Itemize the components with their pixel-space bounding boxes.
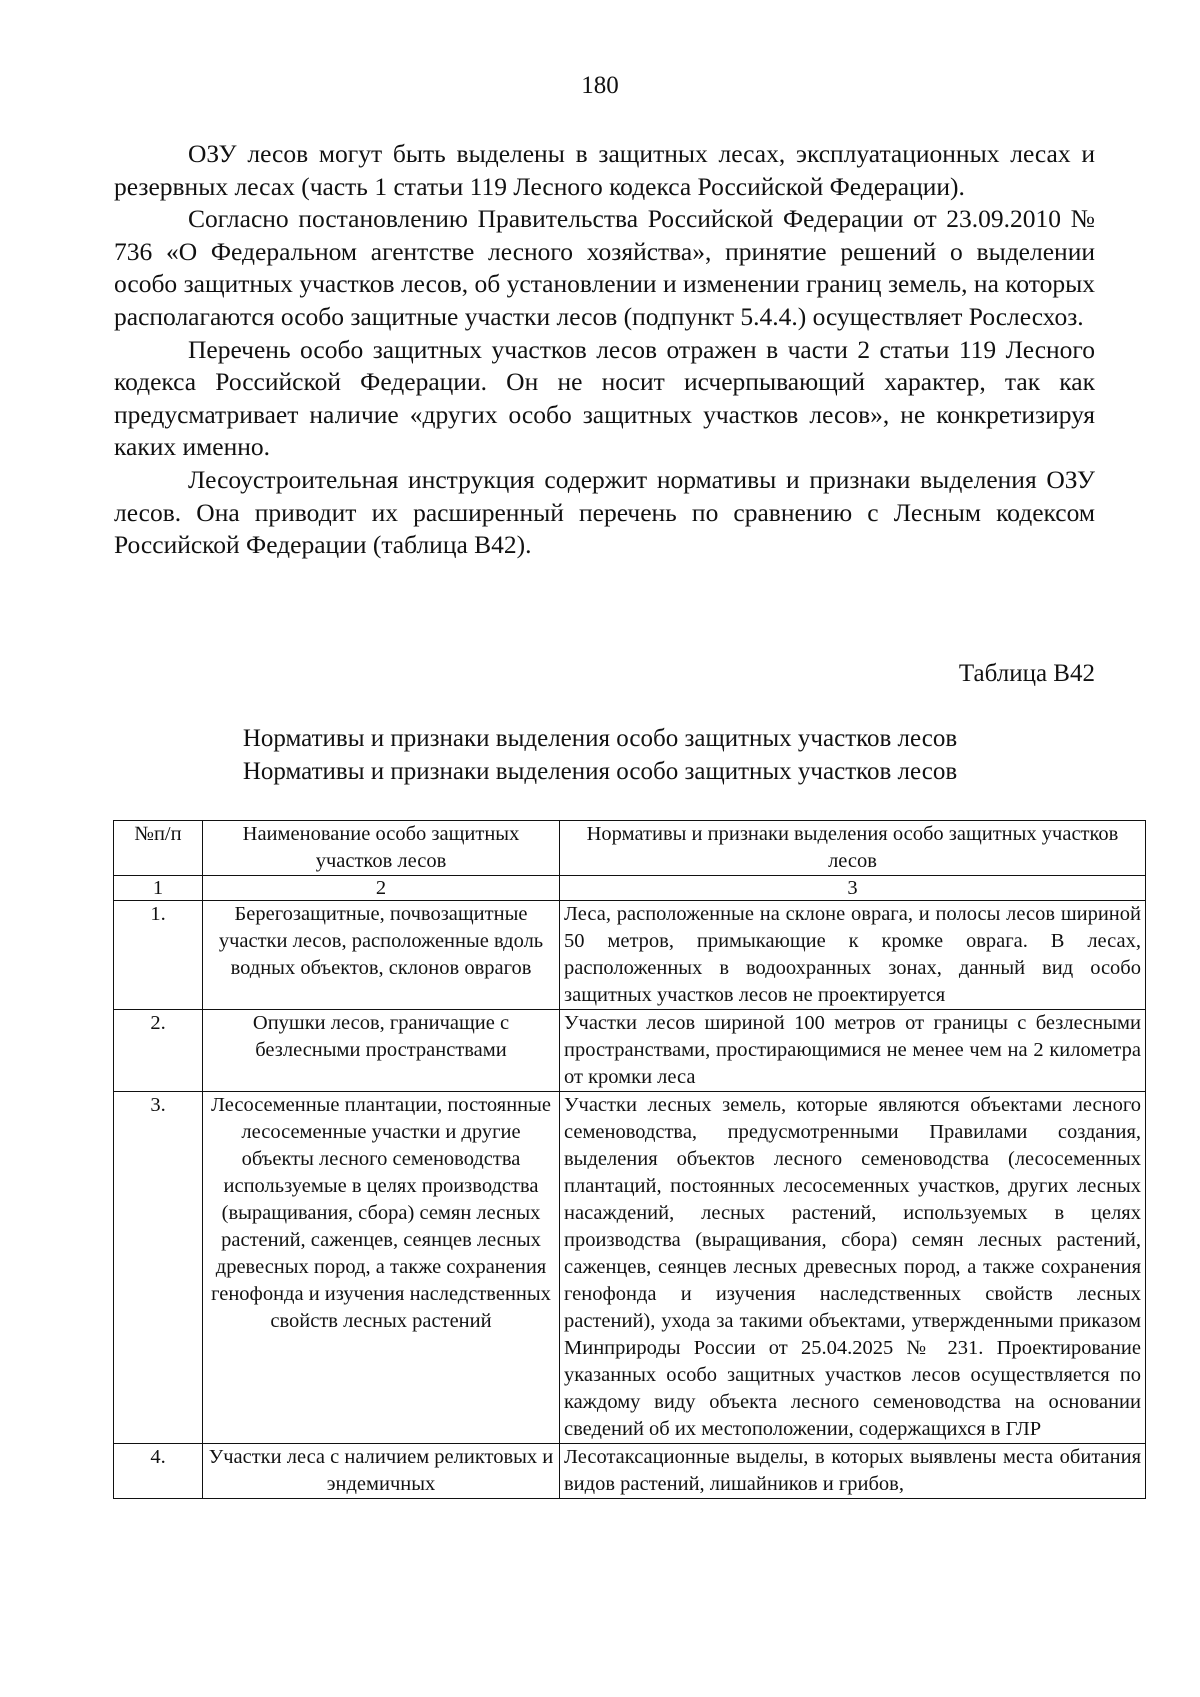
- row-name: Опушки лесов, граничащие с безлесными пространствами: [203, 1010, 560, 1092]
- table-row: [114, 901, 1146, 1010]
- row-name-text: Участки леса с наличием реликтовых и эндемичных: [208, 1446, 554, 1495]
- row-norms: [560, 1444, 1146, 1499]
- row-norms-text: Лесотаксационные выделы, в которых выявлены места обитания видов растений, лишайников и грибов,: [564, 1446, 1141, 1495]
- table-title-line-1: Нормативы и признаки выделения особо защитных участков лесов: [242, 725, 958, 752]
- table-row: [114, 1092, 1146, 1444]
- column-number-1: 1: [114, 876, 203, 901]
- row-number: [114, 1444, 203, 1499]
- row-number: 2.: [114, 1010, 203, 1092]
- paragraph-3: Перечень особо защитных участков лесов отражен в части 2 статьи 119 Лесного кодекса Российской Федерации. Он не носит исчерпывающий характер, так как предусматривает наличие «других особо защитных участков лесов», не конкретизируя каких именно.: [114, 334, 1095, 462]
- column-number-3: 3: [560, 876, 1146, 901]
- table-title-line-2: Нормативы и признаки выделения особо защитных участков лесов: [242, 758, 958, 785]
- body-text: [114, 138, 1095, 562]
- paragraph-1: ОЗУ лесов могут быть выделены в защитных лесах, эксплуатационных лесах и резервных лесах (часть 1 статьи 119 Лесного кодекса Российской Федерации).: [114, 139, 1095, 201]
- table-column-numbers-row: [114, 876, 1146, 901]
- table-row: [114, 1010, 1146, 1092]
- header-name: Наименование особо защитных участков лесов: [203, 821, 560, 876]
- row-norms: Участки лесов шириной 100 метров от границы с безлесными пространствами, простирающимися не менее чем на 2 километра от кромки леса: [560, 1010, 1146, 1092]
- table-caption: Таблица В42: [958, 660, 1095, 687]
- table-row: [114, 1444, 1146, 1499]
- norms-table: [113, 820, 1146, 1499]
- paragraph-4: Лесоустроительная инструкция содержит нормативы и признаки выделения ОЗУ лесов. Она приводит их расширенный перечень по сравнению с Лесным кодексом Российской Федерации (таблица В42).: [114, 464, 1095, 560]
- table-header-row: [114, 821, 1146, 876]
- header-number: №п/п: [114, 821, 203, 876]
- header-norms: Нормативы и признаки выделения особо защитных участков лесов: [560, 821, 1146, 876]
- row-name: Лесосеменные плантации, постоянные лесосеменные участки и другие объекты лесного семеноводства используемые в целях производства (выращивания, сбора) семян лесных растений, саженцев, сеянцев лесных древесных пород, а также сохранения генофонда и изучения наследственных свойств лесных растений: [203, 1092, 560, 1444]
- column-number-2: 2: [203, 876, 560, 901]
- row-norms: Участки лесных земель, которые являются объектами лесного семеноводства, предусмотренными Правилами создания, выделения объектов лесного семеноводства (лесосеменных плантаций, постоянных лесосеменных участков, других лесных насаждений, лесных растений, используемых в целях производства (выращивания, сбора) семян лесных растений, саженцев, сеянцев лесных древесных пород, а также сохранения генофонда и изучения наследственных свойств лесных растений), ухода за такими объектами, утвержденными приказом Минприроды России от 25.04.2025 № 231. Проектирование указанных особо защитных участков лесов осуществляется по каждому виду объекта лесного семеноводства на основании сведений об их местоположении, содержащихся в ГЛР: [560, 1092, 1146, 1444]
- row-number: 1.: [114, 901, 203, 1010]
- page-number: 180: [581, 72, 619, 99]
- row-number-text: 4.: [150, 1446, 166, 1468]
- row-norms: Леса, расположенные на склоне оврага, и полосы лесов шириной 50 метров, примыкающие к кромке оврага. В лесах, расположенных в водоохранных зонах, данный вид особо защитных участков лесов не проектируется: [560, 901, 1146, 1010]
- paragraph-2: Согласно постановлению Правительства Российской Федерации от 23.09.2010 № 736 «О Федеральном агентстве лесного хозяйства», принятие решений о выделении особо защитных участков лесов, об установлении и изменении границ земель, на которых располагаются особо защитные участки лесов (подпункт 5.4.4.) осуществляет Рослесхоз.: [114, 204, 1095, 331]
- row-name: [203, 1444, 560, 1499]
- row-number: 3.: [114, 1092, 203, 1444]
- row-name: Берегозащитные, почвозащитные участки лесов, расположенные вдоль водных объектов, склонов оврагов: [203, 901, 560, 1010]
- table-title: [0, 722, 1200, 788]
